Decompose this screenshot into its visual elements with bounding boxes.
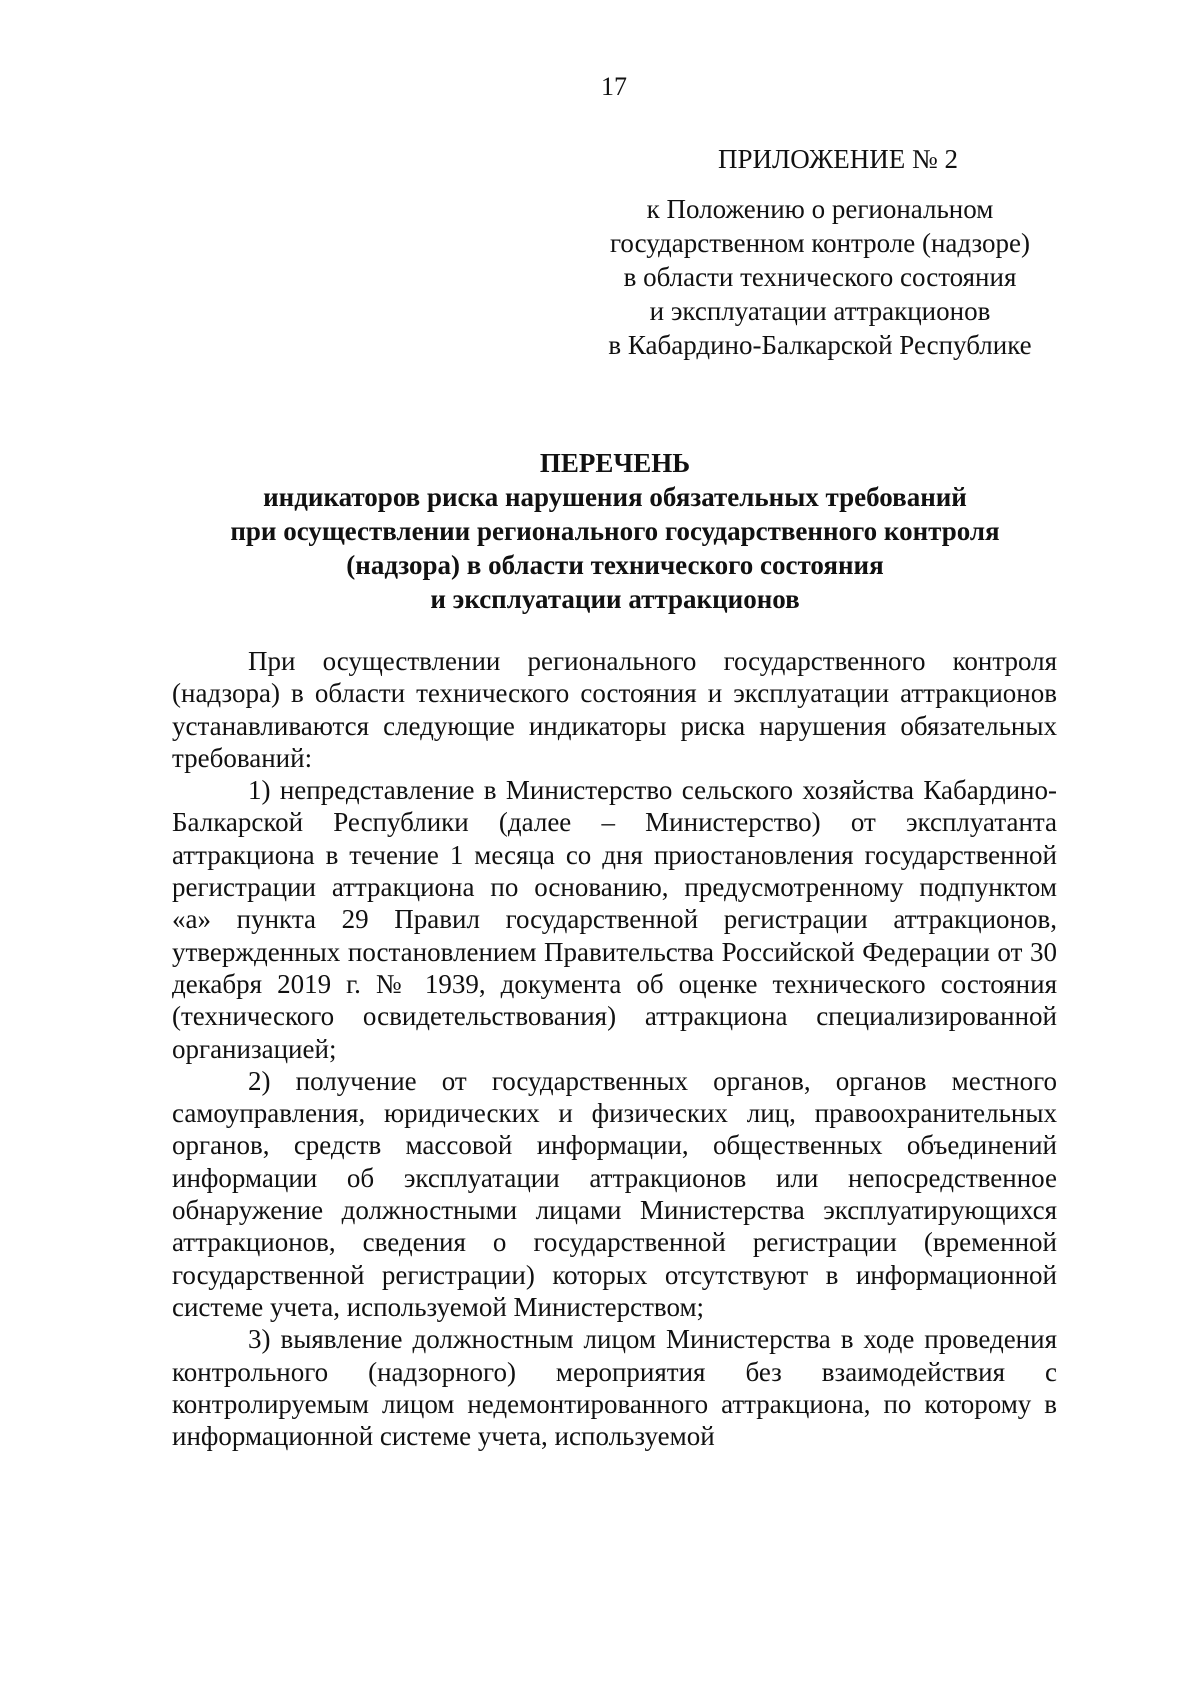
- heading-line: (надзора) в области технического состояния: [346, 550, 884, 580]
- appendix-line: и эксплуатации аттракционов: [649, 296, 991, 326]
- heading-title: ПЕРЕЧЕНЬ: [539, 448, 691, 478]
- body-text: [172, 645, 1057, 1452]
- appendix-title: ПРИЛОЖЕНИЕ № 2: [717, 144, 959, 174]
- paragraph-item-3: 3) выявление должностным лицом Министерства в ходе проведения контрольного (надзорного) мероприятия без взаимодействия с контролируемым лицом недемонтированного аттракциона, по которому в информационной системе учета, используемой: [172, 1324, 1057, 1452]
- appendix-block: [590, 142, 1050, 362]
- appendix-line: государственном контроле (надзоре): [610, 228, 1030, 258]
- document-heading: [170, 446, 1060, 616]
- paragraph-intro: При осуществлении регионального государственного контроля (надзора) в области технического состояния и эксплуатации аттракционов устанавливаются следующие индикаторы риска нарушения обязательных требований:: [172, 646, 1057, 773]
- heading-line: индикаторов риска нарушения обязательных требований: [263, 482, 967, 512]
- paragraph-item-1: 1) непредставление в Министерство сельского хозяйства Кабардино-Балкарской Республики (далее – Министерство) от эксплуатанта аттракциона в течение 1 месяца со дня приостановления государственной регистрации аттракциона по основанию, предусмотренному подпунктом «а» пункта 29 Правил государственной регистрации аттракционов, утвержденных постановлением Правительства Российской Федерации от 30 декабря 2019 г. № 1939, документа об оценке технического состояния (технического освидетельствования) аттракциона специализированной организацией;: [172, 775, 1057, 1064]
- appendix-line: к Положению о региональном: [646, 194, 994, 224]
- page-number: 17: [601, 72, 627, 101]
- paragraph-item-2: 2) получение от государственных органов, органов местного самоуправления, юридических и физических лиц, правоохранительных органов, средств массовой информации, общественных объединений информации об эксплуатации аттракционов или непосредственное обнаружение должностными лицами Министерства эксплуатирующихся аттракционов, сведения о государственной регистрации (временной государственной регистрации) которых отсутствуют в информационной системе учета, используемой Министерством;: [172, 1065, 1057, 1322]
- appendix-line: в области технического состояния: [623, 262, 1017, 292]
- appendix-line: в Кабардино-Балкарской Республике: [608, 330, 1032, 360]
- heading-line: и эксплуатации аттракционов: [430, 584, 800, 614]
- heading-line: при осуществлении регионального государственного контроля: [230, 516, 1000, 546]
